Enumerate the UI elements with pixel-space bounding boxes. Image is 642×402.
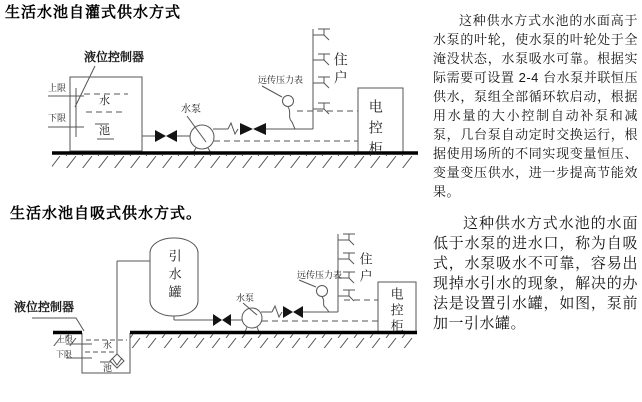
- level-controller-leader: [32, 318, 84, 331]
- faucet-icon: [313, 29, 330, 40]
- faucet-icon: [313, 103, 330, 114]
- faucet-icon: [338, 234, 355, 245]
- faucet-icon: [338, 253, 355, 264]
- upper-limit-label: 上限: [57, 335, 73, 344]
- description-paragraph-2: 这种供水方式水池的水面低于水泵的进水口，称为自吸式，水泵吸水不可靠，容易出现掉水引水的现象，解决的办法是设置引水罐，如图，泵前加一引水罐。: [433, 215, 638, 332]
- control-cabinet-label: 电控柜: [388, 287, 404, 335]
- level-controller-label: 液位控制器: [84, 50, 145, 64]
- priming-tank-label: 引水罐: [166, 249, 182, 303]
- pump-label: 水泵: [236, 293, 255, 303]
- diagram1-title: 生活水池自灌式供水方式: [5, 4, 182, 21]
- pump-label: 水泵: [181, 104, 201, 115]
- water-tank: [70, 77, 142, 151]
- pool-label: 池: [99, 125, 110, 137]
- flex-joint-icon: [228, 123, 238, 134]
- gauge-leader: [299, 280, 316, 287]
- gauge-leader: [262, 86, 282, 97]
- gauge-sense-line: [288, 107, 295, 129]
- foot-valve-icon: [110, 354, 124, 368]
- pressure-gauge-icon: [317, 286, 328, 297]
- water-label: 水: [103, 340, 113, 350]
- flex-joint-icon: [272, 306, 282, 317]
- pressure-gauge-label: 远传压力表: [258, 75, 304, 85]
- pressure-gauge-icon: [283, 96, 294, 107]
- faucet-icon: [313, 77, 330, 88]
- ground-hatch: [130, 334, 417, 348]
- faucet-icon: [338, 290, 355, 301]
- upper-limit-label: 上限: [48, 83, 67, 93]
- description-paragraph-1: 这种供水方式水池的水面高于水泵的叶轮，使水泵的叶轮处于全淹没状态，水泵吸水可靠。根据实际需要可设置 2-4 台水泵并联恒压供水，泵组全部循环软启动，根据用水量的大小控制自动补泵和减泵，几台泵自动定时交换运行，根据使用场所的不同实现变量恒压、变量变压供水，进一步提高节能效果。: [433, 13, 638, 199]
- residents-label: 住户: [357, 252, 373, 286]
- control-cabinet-label: 电控柜: [367, 99, 384, 162]
- pool-label: 池: [103, 363, 113, 373]
- ground-hatch: [52, 155, 418, 168]
- level-controller-label: 液位控制器: [14, 300, 75, 314]
- pressure-gauge-label: 远传压力表: [297, 270, 343, 280]
- valve-icon: [155, 130, 177, 142]
- residents-label: 住户: [332, 52, 349, 88]
- lower-limit-label: 下限: [56, 350, 72, 359]
- valve-icon: [213, 314, 231, 326]
- lower-limit-label: 下限: [48, 113, 67, 123]
- faucet-icon: [313, 54, 330, 65]
- water-label: 水: [99, 95, 110, 107]
- valve-icon: [240, 123, 266, 135]
- diagram2-title: 生活水池自吸式供水方式。: [10, 205, 203, 222]
- valve-icon: [283, 306, 303, 318]
- gauge-sense-line: [322, 297, 329, 312]
